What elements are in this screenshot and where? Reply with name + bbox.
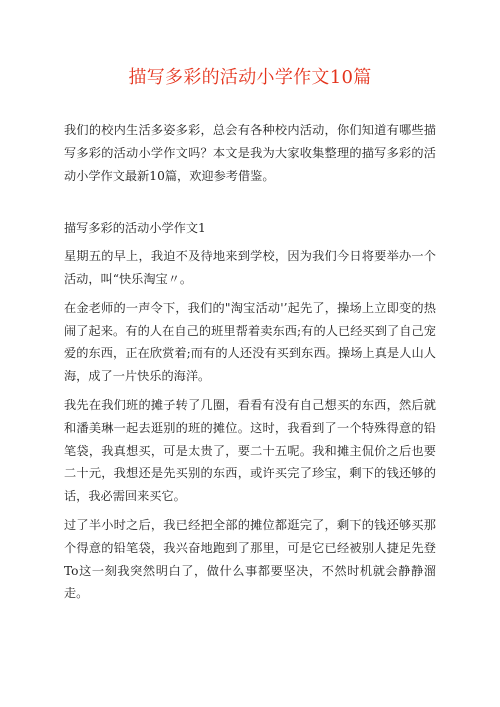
body-paragraph: 我先在我们班的摊子转了几圈，看看有没有自己想买的东西，然后就和潘美琳一起去逛别的班的摊位。这时，我看到了一个特殊得意的铅笔袋，我真想买，可是太贵了，要二十五呢。我和摊主侃价之后也要二十元，我想还是先买别的东西，或许买完了珍宝，剩下的钱还够的话，我必需回来买它。 <box>64 397 436 504</box>
body-paragraph: 过了半小时之后，我已经把全部的摊位都逛完了，剩下的钱还够买那个得意的铅笔袋，我兴奋地跑到了那里，可是它已经被别人捷足先登To这一刻我突然明白了，做什么事都要坚决，不然时机就会静静溜走。 <box>64 517 436 601</box>
document-title: 描写多彩的活动小学作文10篇 <box>128 67 372 88</box>
body-paragraph: 星期五的早上，我迫不及待地来到学校，因为我们今日将要举办一个活动，叫“快乐淘宝〃。 <box>64 249 436 286</box>
document-body <box>64 119 436 605</box>
section-heading: 描写多彩的活动小学作文1 <box>64 221 206 236</box>
intro-paragraph: 我们的校内生活多姿多彩，总会有各种校内活动，你们知道有哪些描写多彩的活动小学作文吗？本文是我为大家收集整理的描写多彩的活动小学作文最新10篇，欢迎参考借鉴。 <box>64 123 436 183</box>
body-paragraph: 在金老师的一声令下，我们的"淘宝活动'’起先了，操场上立即变的热闹了起来。有的人在自己的班里帮着卖东西;有的人已经买到了自己宠爱的东西，正在欣赏着;而有的人还没有买到东西。操场上真是人山人海，成了一片快乐的海洋。 <box>64 300 436 384</box>
